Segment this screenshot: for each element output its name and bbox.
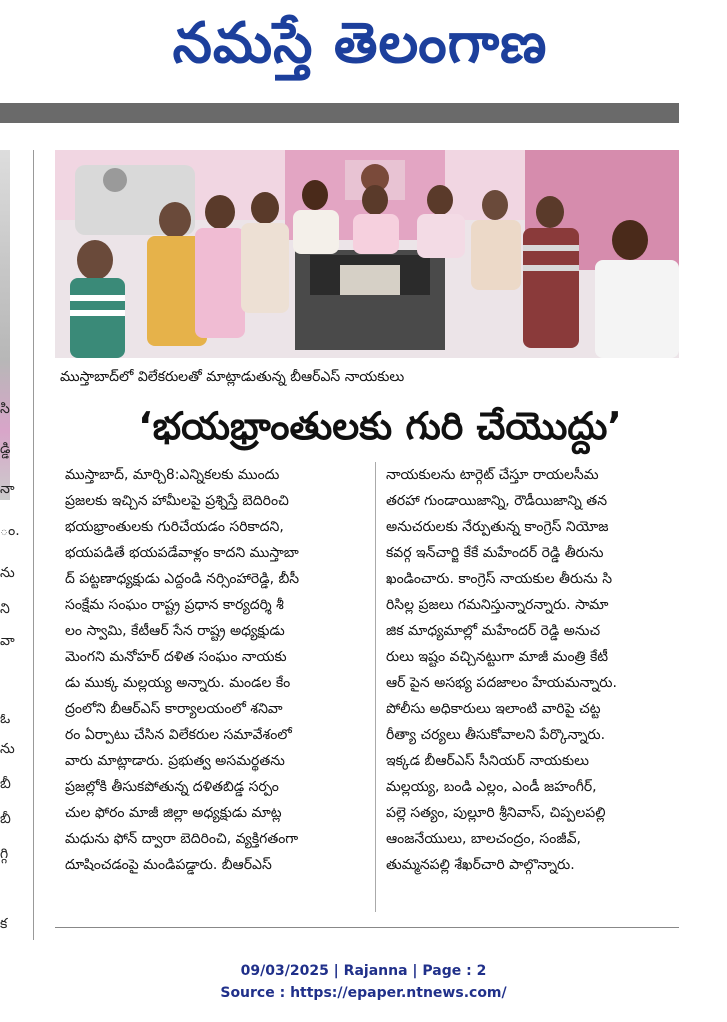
edition-info: 09/03/2025 | Rajanna | Page : 2 — [240, 963, 487, 979]
fragment-text: ను — [0, 741, 15, 757]
text-line: ద్రంలోని బీఆర్ఎస్ కార్యాలయంలో శనివా — [65, 701, 283, 717]
column-divider — [33, 150, 34, 940]
text-line: సంక్షేమ సంఘం రాష్ట్ర ప్రధాన కార్యదర్శి శీ — [65, 597, 284, 613]
text-line: లం స్వామి, కేటీఆర్ సేన రాష్ట్ర అధ్యక్షుడు — [65, 623, 285, 639]
text-line: రీత్యా చర్యలు తీసుకోవాలని పేర్కొన్నారు. — [386, 727, 606, 743]
text-line: ముస్తాబాద్, మార్చి8:ఎన్నికలకు ముందు — [65, 467, 280, 483]
fragment-text: బీ — [0, 776, 11, 792]
text-line: ద్ పట్టణాధ్యక్షుడు ఎద్దండి నర్సింహారెడ్డి, బీసీ — [65, 571, 300, 587]
text-line: వారు మాట్లాడారు. ప్రభుత్వ అసమర్థతను — [65, 753, 285, 769]
column-divider — [375, 462, 376, 912]
fragment-text: డ్డి — [0, 441, 11, 457]
text-line: కవర్గ ఇన్‌చార్జి కేకే మహేందర్ రెడ్డి తీరును — [386, 545, 604, 561]
article-bottom-rule — [55, 927, 679, 928]
text-line: చుల ఫోరం మాజీ జిల్లా అధ్యక్షుడు మాట్ల — [65, 805, 282, 821]
text-line: పల్లె సత్యం, పుల్లూరి శ్రీనివాస్, చిప్పలపల్లి — [386, 805, 606, 821]
text-line: జిక మాధ్యమాల్లో మహేందర్ రెడ్డి అనుచ — [386, 623, 601, 639]
fragment-text: క — [0, 916, 8, 932]
text-line: ఆంజనేయులు, బాలచంద్రం, సంజీవ్, — [386, 831, 581, 847]
fragment-text: ఓ — [0, 711, 11, 727]
text-line: భయభ్రాంతులకు గురిచేయడం సరికాదని, — [65, 519, 284, 535]
article-headline: ‘భయభ్రాంతులకు గురి చేయొద్దు’ — [138, 404, 622, 448]
text-line: మధును ఫోన్ ద్వారా బెదిరించి, వ్యక్తిగతంగా — [65, 831, 299, 847]
fragment-text: నా — [0, 481, 15, 497]
photo-caption: ముస్తాబాద్‌లో విలేకరులతో మాట్లాడుతున్న బీఆర్‌ఎస్ నాయకులు — [60, 369, 405, 385]
page-footer — [0, 960, 727, 1004]
text-line: నాయకులను టార్గెట్ చేస్తూ రాయలసీమ — [386, 467, 599, 483]
fragment-text: ం. — [0, 523, 20, 539]
text-line: అనుచరులకు నేర్పుతున్న కాంగ్రెస్ నియోజ — [386, 519, 609, 535]
article-column-right — [386, 462, 678, 878]
text-line: ప్రజల్లోకి తీసుకపోతున్న దళితబిడ్డ సర్పం — [65, 779, 279, 795]
masthead-divider-bar — [0, 103, 679, 123]
fragment-text: సి — [0, 401, 10, 417]
adjacent-article-fragment — [0, 150, 20, 940]
text-line: దూషించడంపై మండిపడ్డారు. బీఆర్ఎస్ — [65, 857, 272, 873]
text-line: రం ఏర్పాటు చేసిన విలేకరుల సమావేశంలో — [65, 727, 292, 743]
text-line: భయపడితే భయపడేవాళ్లం కాదని ముస్తాబా — [65, 545, 299, 561]
fragment-text: వా — [0, 633, 15, 649]
text-line: డు ముక్క మల్లయ్య అన్నారు. మండల కేం — [65, 675, 291, 691]
text-line: రిసిల్ల ప్రజలు గమనిస్తున్నారన్నారు. సామా — [386, 597, 609, 613]
text-line: తుమ్మనపల్లి శేఖర్‌చారి పాల్గొన్నారు. — [386, 857, 575, 873]
press-meet-photo — [55, 150, 679, 358]
text-line: మల్లయ్య, బండి ఎల్లం, ఎండీ జహంగీర్, — [386, 779, 597, 795]
text-line: ఆర్ పైన అసభ్య పదజాలం హేయమన్నారు. — [386, 675, 617, 691]
text-line: పోలీసు అధికారులు ఇలాంటి వారిపై చట్ట — [386, 701, 601, 717]
source-link[interactable]: Source : https://epaper.ntnews.com/ — [220, 985, 507, 1001]
fragment-text: ని — [0, 601, 10, 617]
text-line: రులు ఇష్టం వచ్చినట్టుగా మాజీ మంత్రి కేటీ — [386, 649, 609, 665]
fragment-text: గ్గి — [0, 846, 9, 862]
text-line: ప్రజలకు ఇచ్చిన హామీలపై ప్రశ్నిస్తే బెదిరించి — [65, 493, 289, 509]
text-line: మెంగని మనోహర్ దళిత సంఘం నాయకు — [65, 649, 287, 665]
fragment-text: ను — [0, 565, 15, 581]
text-line: ఇక్కడ బీఆర్ఎస్ సీనియర్ నాయకులు — [386, 753, 589, 769]
fragment-text: బీ — [0, 811, 11, 827]
article-column-left — [65, 462, 360, 878]
text-line: ఖండించారు. కాంగ్రెస్ నాయకుల తీరును సి — [386, 571, 613, 587]
text-line: తరహా గుండాయిజాన్ని, రౌడీయిజాన్ని తన — [386, 493, 608, 509]
masthead-title: నమస్తే తెలంగాణ — [172, 10, 548, 76]
